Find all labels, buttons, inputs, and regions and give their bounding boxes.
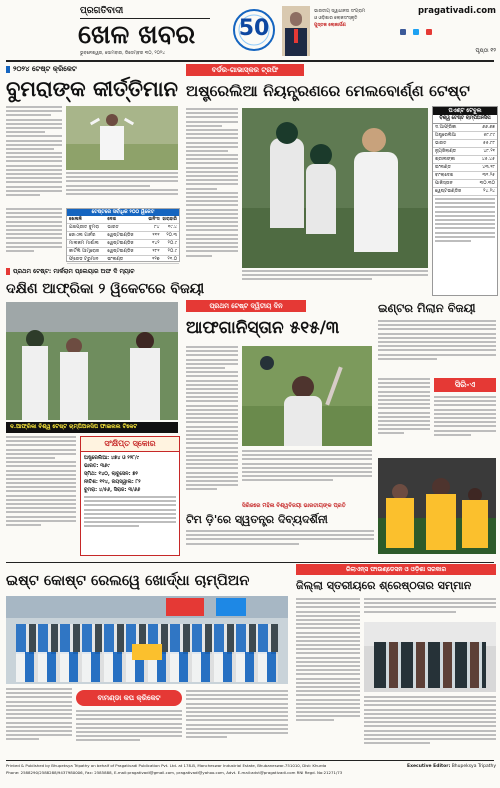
standings-subtitle: ବିଶ୍ୱ ଟେଷ୍ଟ ଚାମ୍ପିଅନସିପ xyxy=(433,115,497,124)
wicket-table-cell: ଭାରତ xyxy=(107,225,119,230)
wicket-table-cell: ଫ୍ରେଡ ଟ୍ରୁମାନ xyxy=(69,257,99,262)
wicket-table-cell: ୧୮୧ xyxy=(152,249,160,254)
standings-box xyxy=(432,106,498,296)
melbourne-kicker-text: ବର୍ଡର-ଗାଭାସ୍କର ଟ୍ରଫି xyxy=(211,66,279,74)
serie-a-badge-text: ସିରି-ଏ xyxy=(454,380,476,389)
standings-team: ପାକିସ୍ତାନ xyxy=(435,181,453,186)
wicket-table-cell: ୧୪୨ xyxy=(151,241,160,246)
scorecard-line: ଭାରତ: ୩୬୯ xyxy=(84,463,110,469)
standings-team: ଶ୍ରୀଲଙ୍କା xyxy=(435,157,456,162)
strip-bullet-icon xyxy=(6,268,10,275)
wicket-table-cell: ଦେଶ xyxy=(107,217,117,222)
masthead-bottom-rule xyxy=(6,60,494,62)
scorecard-title: ସଂକ୍ଷିପ୍ତ ସ୍କୋର xyxy=(81,437,179,452)
ad-text xyxy=(314,8,386,29)
masthead xyxy=(0,0,500,62)
sa-headline: ଦକ୍ଷିଣ ଆଫ୍ରିକା ୨ ୱିକେଟରେ ବିଜୟୀ xyxy=(6,281,205,297)
wicket-table-row xyxy=(67,224,179,232)
scorecard-box xyxy=(80,436,180,556)
wicket-table-row xyxy=(67,232,179,240)
ecr-headline: ଇଷ୍ଟ କୋଷ୍ଟ ରେଲୱେ ଖୋର୍ଦ୍ଧା ଚାମ୍ପିଅନ xyxy=(6,572,250,589)
scorecard-line: ନୀତିଶ: ୧୧୪, ଜୟସ୍ୱାଲ: ୮୨ xyxy=(84,479,141,485)
inter-body-3 xyxy=(434,396,496,456)
wicket-table-body xyxy=(67,216,179,264)
afg-kicker xyxy=(186,300,306,312)
brand-name: ପ୍ରଗତିବାଦୀ xyxy=(80,6,124,16)
imprint-line-1: Printed & Published by Bhupeksya Tripathy on behalf of Pragativadi Publication Pvt. Ltd. at 178-B, Mancheswar Industrial Estate, Bhubaneswar-751010, Dist: Khurda xyxy=(6,763,327,768)
melbourne-body-col1 xyxy=(186,108,238,286)
sa-caption xyxy=(6,422,178,433)
district-body-col2 xyxy=(364,598,496,620)
standings-points: ୩୦.୩୦ xyxy=(479,181,495,186)
wicket-table xyxy=(66,208,180,262)
melbourne-kicker xyxy=(186,64,304,76)
standings-points: ୪୫.୪୫ xyxy=(481,157,495,162)
standings-row xyxy=(433,132,497,140)
footer-rule xyxy=(6,760,494,761)
standings-team: ୱେଷ୍ଟଇଣ୍ଡିଜ xyxy=(435,189,462,194)
story-kicker xyxy=(6,64,178,75)
scorecard-line: ସ୍ମିଥ: ୧୪୦, ଲାବୁସେନ: ୭୨ xyxy=(84,471,138,477)
district-photo xyxy=(364,622,496,692)
afg-photo xyxy=(242,346,372,446)
serie-a-badge xyxy=(434,378,496,392)
team-d-headline: ଟିମ ଡ଼ି'ରେ ସ୍ୱତନ୍ତ୍ର ଦିବ୍ୟଦର୍ଶିନୀ xyxy=(186,513,328,526)
scorecard-body xyxy=(81,452,179,496)
smith-photo xyxy=(242,108,428,268)
anniversary-logo xyxy=(232,4,276,56)
dateline: ଭୁବନେଶ୍ୱର, ସୋମବାର, ଡିସେମ୍ବର ୩୦, ୨୦୨୪ xyxy=(80,51,166,56)
standings-points: ୬୬.୬୭ xyxy=(482,125,495,130)
wicket-table-cell: ୧୨୭ xyxy=(152,257,160,262)
scorecard-line: ଅଷ୍ଟ୍ରେଲିଆ: ୪୭୪ ଓ ୨୨୮/୯ xyxy=(84,455,140,461)
sa-body-col1 xyxy=(6,436,76,556)
ad-line: ଭାରତୀୟ ସ୍ୱାଧୀନତା ସଂଗ୍ରାମ xyxy=(314,9,366,14)
mini-table-photo xyxy=(6,208,62,260)
kicker-text: ୨୦୨୪ ଟେଷ୍ଟ କ୍ରିକେଟ xyxy=(13,65,77,73)
inter-photo xyxy=(378,458,496,554)
smith-caption xyxy=(242,270,428,294)
afg-body-col2 xyxy=(242,450,372,500)
standings-row xyxy=(433,188,497,196)
ecr-body-col1 xyxy=(6,688,72,758)
ecr-photo xyxy=(6,596,288,684)
standings-team: ଭାରତ xyxy=(435,141,447,146)
district-headline: ଜିଲ୍ଲା ସ୍ତରୀୟରେ ଶ୍ରେଷ୍ଠତାର ସମ୍ମାନ xyxy=(296,579,472,592)
youtube-icon[interactable] xyxy=(426,29,432,35)
district-kicker-text: ରିଲାଏନ୍ସ ଫାଉଣ୍ଡେସନ ଓ ଓଡ଼ିଶା ସରକାର xyxy=(345,566,446,573)
wicket-table-cell: ଜୋଏଲ ଗାର୍ନର xyxy=(69,233,96,238)
standings-list xyxy=(433,124,497,196)
afg-kicker-text: ପ୍ରଥମ ଟେଷ୍ଟ ଦ୍ୱିତୀୟ ଦିନ xyxy=(209,302,283,310)
ad-line: ପୁସ୍ତକ ଲୋକାର୍ପଣ xyxy=(314,23,346,28)
editor-label: Executive Editor: xyxy=(407,764,451,769)
wicket-table-cell: ୨୦.୯ xyxy=(167,241,178,246)
bumrah-photo xyxy=(66,106,178,170)
kicker-bullet-icon xyxy=(6,66,10,73)
afg-body-col1 xyxy=(186,346,238,532)
wicket-table-cell: ଇଂଲଣ୍ଡ xyxy=(107,257,124,262)
team-d-kicker: ସିରିଜରେ ମହିଳା ବିଶ୍ୱବିଜୟୀ ଭାରତୀୟଙ୍କ ପ୍ରତି xyxy=(242,503,346,509)
wicket-table-row xyxy=(67,256,179,264)
wicket-table-cell: ୱେଷ୍ଟଇଣ୍ଡିଜ xyxy=(107,233,134,238)
standings-points: ୫୮.୮୯ xyxy=(483,133,495,138)
markram-strip xyxy=(6,266,178,277)
district-body-col3 xyxy=(364,696,496,758)
page-number: ପୃଷ୍ଠା ୧୨ xyxy=(475,48,496,54)
editor-name: Bhupeksya Tripathy xyxy=(451,764,496,769)
standings-points: ୫୫.୮୮ xyxy=(483,141,495,146)
bamanda-cup-badge xyxy=(76,690,182,706)
wicket-table-cell: ୨୦.୩ xyxy=(166,233,178,238)
sa-caption-text: ଦ.ଆଫ୍ରିକା ବିଶ୍ୱ ଟେଷ୍ଟ ଚାମ୍ପିଅନସିପ ଫାଇନାଲ ଟିକେଟ xyxy=(10,424,138,430)
section-title: ଖେଳ ଖବର xyxy=(78,20,196,50)
ecr-body-col3 xyxy=(186,690,288,758)
standings-team: ନ୍ୟୁଜିଲାଣ୍ଡ xyxy=(435,149,457,154)
standings-points: ୪୩.୧୮ xyxy=(482,165,495,170)
wicket-table-cell: କାର୍ଟଲି ଆମ୍ବ୍ରୋଜ xyxy=(69,249,100,254)
inter-body-2 xyxy=(378,378,430,456)
ad-portrait xyxy=(282,6,310,56)
standings-team: ଅଷ୍ଟ୍ରେଲିଆ xyxy=(435,133,457,138)
wicket-table-cell: ୱେଷ୍ଟଇଣ୍ଡିଜ xyxy=(107,249,134,254)
wicket-table-header xyxy=(67,216,179,224)
standings-team: ବାଂଲାଦେଶ xyxy=(435,173,454,178)
inter-headline: ଇଣ୍ଟର ମିଲାନ ବିଜୟୀ xyxy=(378,301,476,315)
wicket-table-cell: ୨୦.୯ xyxy=(167,249,178,254)
story-headline: ବୁମରାଙ୍କ କୀର୍ତ୍ତିମାନ xyxy=(6,76,178,101)
wicket-table-cell: ହାରାହାରି xyxy=(162,217,178,222)
wicket-table-cell: ୧୯.୪ xyxy=(167,225,178,230)
standings-row xyxy=(433,124,497,132)
standings-points: ୨୪.୨୪ xyxy=(483,189,495,194)
district-kicker xyxy=(296,564,496,575)
standings-points: ୪୮.୨୧ xyxy=(483,149,495,154)
bumrah-story xyxy=(6,64,178,264)
wicket-table-row xyxy=(67,248,179,256)
wicket-table-cell: ଇନିଂସ xyxy=(148,217,160,222)
imprint-line-2: Phone: 2588290/2588288/9437980006, Fax: 2585888, E-mail:pragativadi@gmail.com, pragativadi@yahoo.com, Advt. E-mail:advt@pragativadi.com RNI Regd. No:21271/73 xyxy=(6,770,343,775)
standings-points: ୩୧.୨୫ xyxy=(482,173,495,178)
bottom-rule xyxy=(6,562,494,563)
ad-line: ଓ ଓଡ଼ିଶାର ଲୋକସଂସ୍କୃତି xyxy=(314,16,358,21)
standings-row xyxy=(433,172,497,180)
standings-team: ଦ.ଆଫ୍ରିକା xyxy=(435,125,457,130)
wicket-table-cell: ଖେଳାଳି xyxy=(69,217,82,222)
wicket-table-cell: ୱେଷ୍ଟଇଣ୍ଡିଜ xyxy=(107,241,134,246)
facebook-icon[interactable] xyxy=(400,29,406,35)
standings-row xyxy=(433,156,497,164)
twitter-icon[interactable] xyxy=(413,29,419,35)
melbourne-headline: ଅଷ୍ଟ୍ରେଲିଆ ନିୟନ୍ତ୍ରଣରେ ମେଲବୋର୍ଣ୍ଣ ଟେଷ୍ଟ xyxy=(186,81,470,100)
district-body-col1 xyxy=(296,598,360,758)
masthead-divider xyxy=(80,18,210,19)
ecr-body-col2 xyxy=(76,710,182,758)
wicket-table-cell: ଯଶପ୍ରୀତ ବୁମରା xyxy=(69,225,100,230)
story-body-col2 xyxy=(66,172,178,206)
editor-credit xyxy=(390,763,496,770)
scorecard-line: ବୁମରା: ୪/୫୬, ସିରାଜ: ୩/୬୬ xyxy=(84,487,141,493)
afg-headline: ଆଫଗାନିସ୍ତାନ ୫୧୫/୩ xyxy=(186,318,340,338)
team-d-body xyxy=(186,530,374,556)
standings-row xyxy=(433,180,497,188)
social-icons xyxy=(400,20,496,28)
wicket-table-cell: ମାଲକମ ମାର୍ଶାଲ xyxy=(69,241,99,246)
standings-row xyxy=(433,148,497,156)
standings-row xyxy=(433,140,497,148)
standings-team: ଇଂଲଣ୍ଡ xyxy=(435,165,451,170)
strip-text: ପ୍ରଥମ ଟେଷ୍ଟ: ମାର୍କରାମ ପ୍ଲେୟାର ଅଫ ଦି ମ୍ୟାଚ xyxy=(13,267,135,275)
inter-body xyxy=(378,320,496,376)
anniversary-number: 50 xyxy=(238,16,270,41)
wicket-table-cell: ୧୧୧ xyxy=(152,233,160,238)
wicket-table-row xyxy=(67,240,179,248)
wicket-table-title: ଟେଷ୍ଟରେ ସର୍ବାଧିକ ୨୦୦ ୱିକେଟ xyxy=(67,209,179,216)
wicket-table-cell: ୨୧.୦ xyxy=(167,257,178,262)
sa-photo xyxy=(6,302,178,420)
bamanda-cup-badge-text: ବାମଣ୍ଡା କପ କ୍ରିକେଟ xyxy=(97,694,161,702)
site-url[interactable]: pragativadi.com xyxy=(417,6,496,16)
story-body-col1 xyxy=(6,106,62,206)
wicket-table-cell: ୮୪ xyxy=(154,225,160,230)
standings-row xyxy=(433,164,497,172)
standings-title: ପଏଣ୍ଟ ଟେବୁଲ xyxy=(433,107,497,115)
